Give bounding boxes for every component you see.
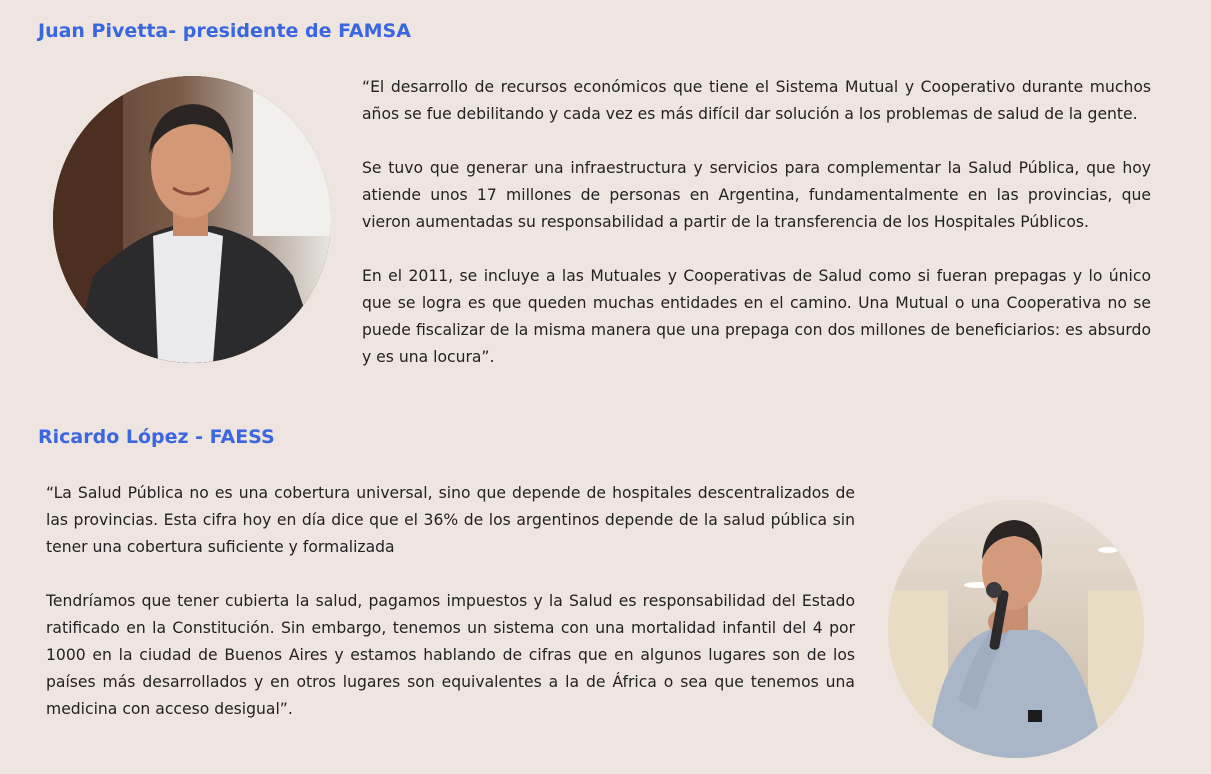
quote-paragraph: Se tuvo que generar una infraestructura y servicios para complementar la Salud Pública, que hoy atiende unos 17 millones de personas en Argentina, fundamentalmente en las provincias, que vieron aumentadas su responsabilidad a partir de la transferencia de los Hospitales Públicos.	[362, 159, 1151, 231]
quote-pivetta	[362, 74, 1151, 371]
quote-paragraph: “El desarrollo de recursos económicos que tiene el Sistema Mutual y Cooperativo durante muchos años se fue debilitando y cada vez es más difícil dar solución a los problemas de salud de la gente.	[362, 78, 1151, 123]
quote-lopez	[46, 480, 855, 723]
quote-paragraph: En el 2011, se incluye a las Mutuales y Cooperativas de Salud como si fueran prepagas y lo único que se logra es que queden muchas entidades en el camino. Una Mutual o una Cooperativa no se puede fiscalizar de la misma manera que una prepaga con dos millones de beneficiarios: es absurdo y es una locura”.	[362, 267, 1151, 366]
quote-paragraph: “La Salud Pública no es una cobertura universal, sino que depende de hospitales descentralizados de las provincias. Esta cifra hoy en día dice que el 36% de los argentinos depende de la salud pública sin tener una cobertura suficiente y formalizada	[46, 484, 855, 556]
portrait-lopez	[888, 500, 1144, 758]
portrait-lopez-illustration	[888, 500, 1144, 758]
portrait-pivetta-illustration	[53, 76, 331, 363]
quote-paragraph: Tendríamos que tener cubierta la salud, pagamos impuestos y la Salud es responsabilidad del Estado ratificado en la Constitución. Sin embargo, tenemos un sistema con una mortalidad infantil del 4 por 1000 en la ciudad de Buenos Aires y estamos hablando de cifras que en algunos lugares son de los países más desarrollados y en otros lugares son equivalentes a la de África o sea que tenemos una medicina con acceso desigual”.	[46, 592, 855, 718]
speaker-heading-lopez: Ricardo López - FAESS	[38, 426, 275, 448]
portrait-pivetta	[53, 76, 331, 363]
speaker-heading-pivetta: Juan Pivetta- presidente de FAMSA	[38, 20, 411, 42]
